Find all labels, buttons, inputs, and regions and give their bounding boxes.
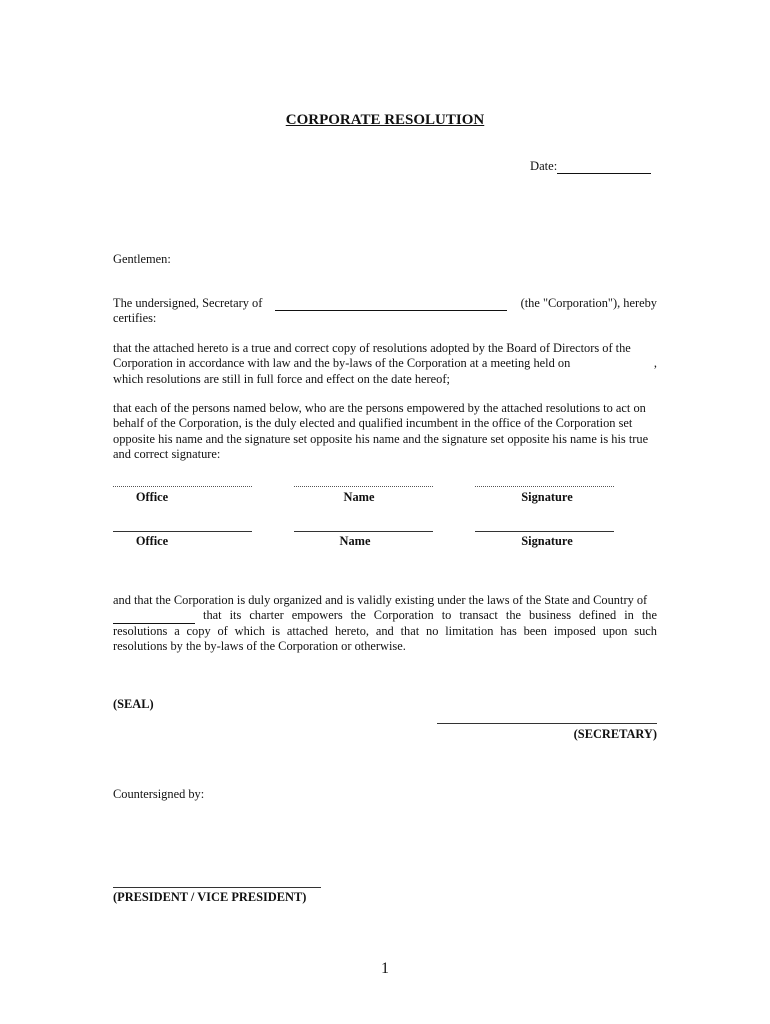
para2-comma: , — [653, 356, 657, 371]
name-line[interactable] — [294, 486, 433, 487]
state-country-blank[interactable] — [113, 610, 195, 624]
para2-line2: Corporation in accordance with law and the by-laws of the Corporation at a meeting held on — [113, 356, 571, 371]
page-title: CORPORATE RESOLUTION — [285, 112, 485, 128]
countersigned-label: Countersigned by: — [113, 787, 205, 801]
corporation-name-blank[interactable] — [275, 297, 507, 311]
paragraph-secretary — [113, 296, 657, 327]
para3-line3: opposite his name and the signature set opposite his name and the signature set opposite his name is his true — [113, 431, 649, 446]
para3-line4: and correct signature: — [113, 447, 221, 462]
para2-line1: that the attached hereto is a true and correct copy of resolutions adopted by the Board of Directors of the — [113, 341, 631, 355]
date-label: Date: — [530, 159, 558, 173]
office-label: Office — [135, 490, 169, 504]
paragraph-resolutions — [113, 341, 657, 387]
para4-line3: resolutions a copy of which is attached hereto, and that no limitation has been imposed upon such — [113, 623, 657, 638]
name-label: Name — [343, 490, 375, 504]
para1-line2: certifies: — [113, 311, 157, 326]
president-label: (PRESIDENT / VICE PRESIDENT) — [113, 890, 307, 904]
para1-end: (the "Corporation"), hereby — [520, 296, 657, 310]
paragraph-organization — [113, 593, 657, 655]
paragraph-incumbency — [113, 401, 657, 463]
signature-line[interactable] — [475, 531, 614, 532]
name-label: Name — [339, 534, 371, 548]
para2-line3: which resolutions are still in full force and effect on the date hereof; — [113, 371, 450, 386]
para3-line2: behalf of the Corporation, is the duly elected and qualified incumbent in the office of the Corporation set — [113, 416, 633, 431]
greeting: Gentlemen: — [113, 252, 171, 266]
office-line[interactable] — [113, 531, 252, 532]
office-label: Office — [135, 534, 169, 548]
para3-line1: that each of the persons named below, who are the persons empowered by the attached resolutions to act on — [113, 401, 646, 415]
secretary-signature-line[interactable] — [437, 723, 657, 724]
page-number: 1 — [381, 960, 389, 977]
office-line[interactable] — [113, 486, 252, 487]
name-line[interactable] — [294, 531, 433, 532]
date-blank[interactable] — [557, 160, 651, 174]
date-line — [530, 159, 651, 174]
seal-label: (SEAL) — [113, 697, 154, 711]
para4-line2: that its charter empowers the Corporation to transact the business defined in the — [203, 608, 657, 623]
signature-line[interactable] — [475, 486, 614, 487]
para1-start: The undersigned, Secretary of — [113, 296, 263, 310]
secretary-label: (SECRETARY) — [573, 727, 657, 741]
para4-line4: resolutions by the by-laws of the Corporation or otherwise. — [113, 639, 406, 654]
para4-line1: and that the Corporation is duly organized and is validly existing under the laws of the State and Country of — [113, 593, 648, 607]
signature-label: Signature — [521, 490, 573, 504]
signature-label: Signature — [521, 534, 573, 548]
president-signature-line[interactable] — [113, 887, 321, 888]
